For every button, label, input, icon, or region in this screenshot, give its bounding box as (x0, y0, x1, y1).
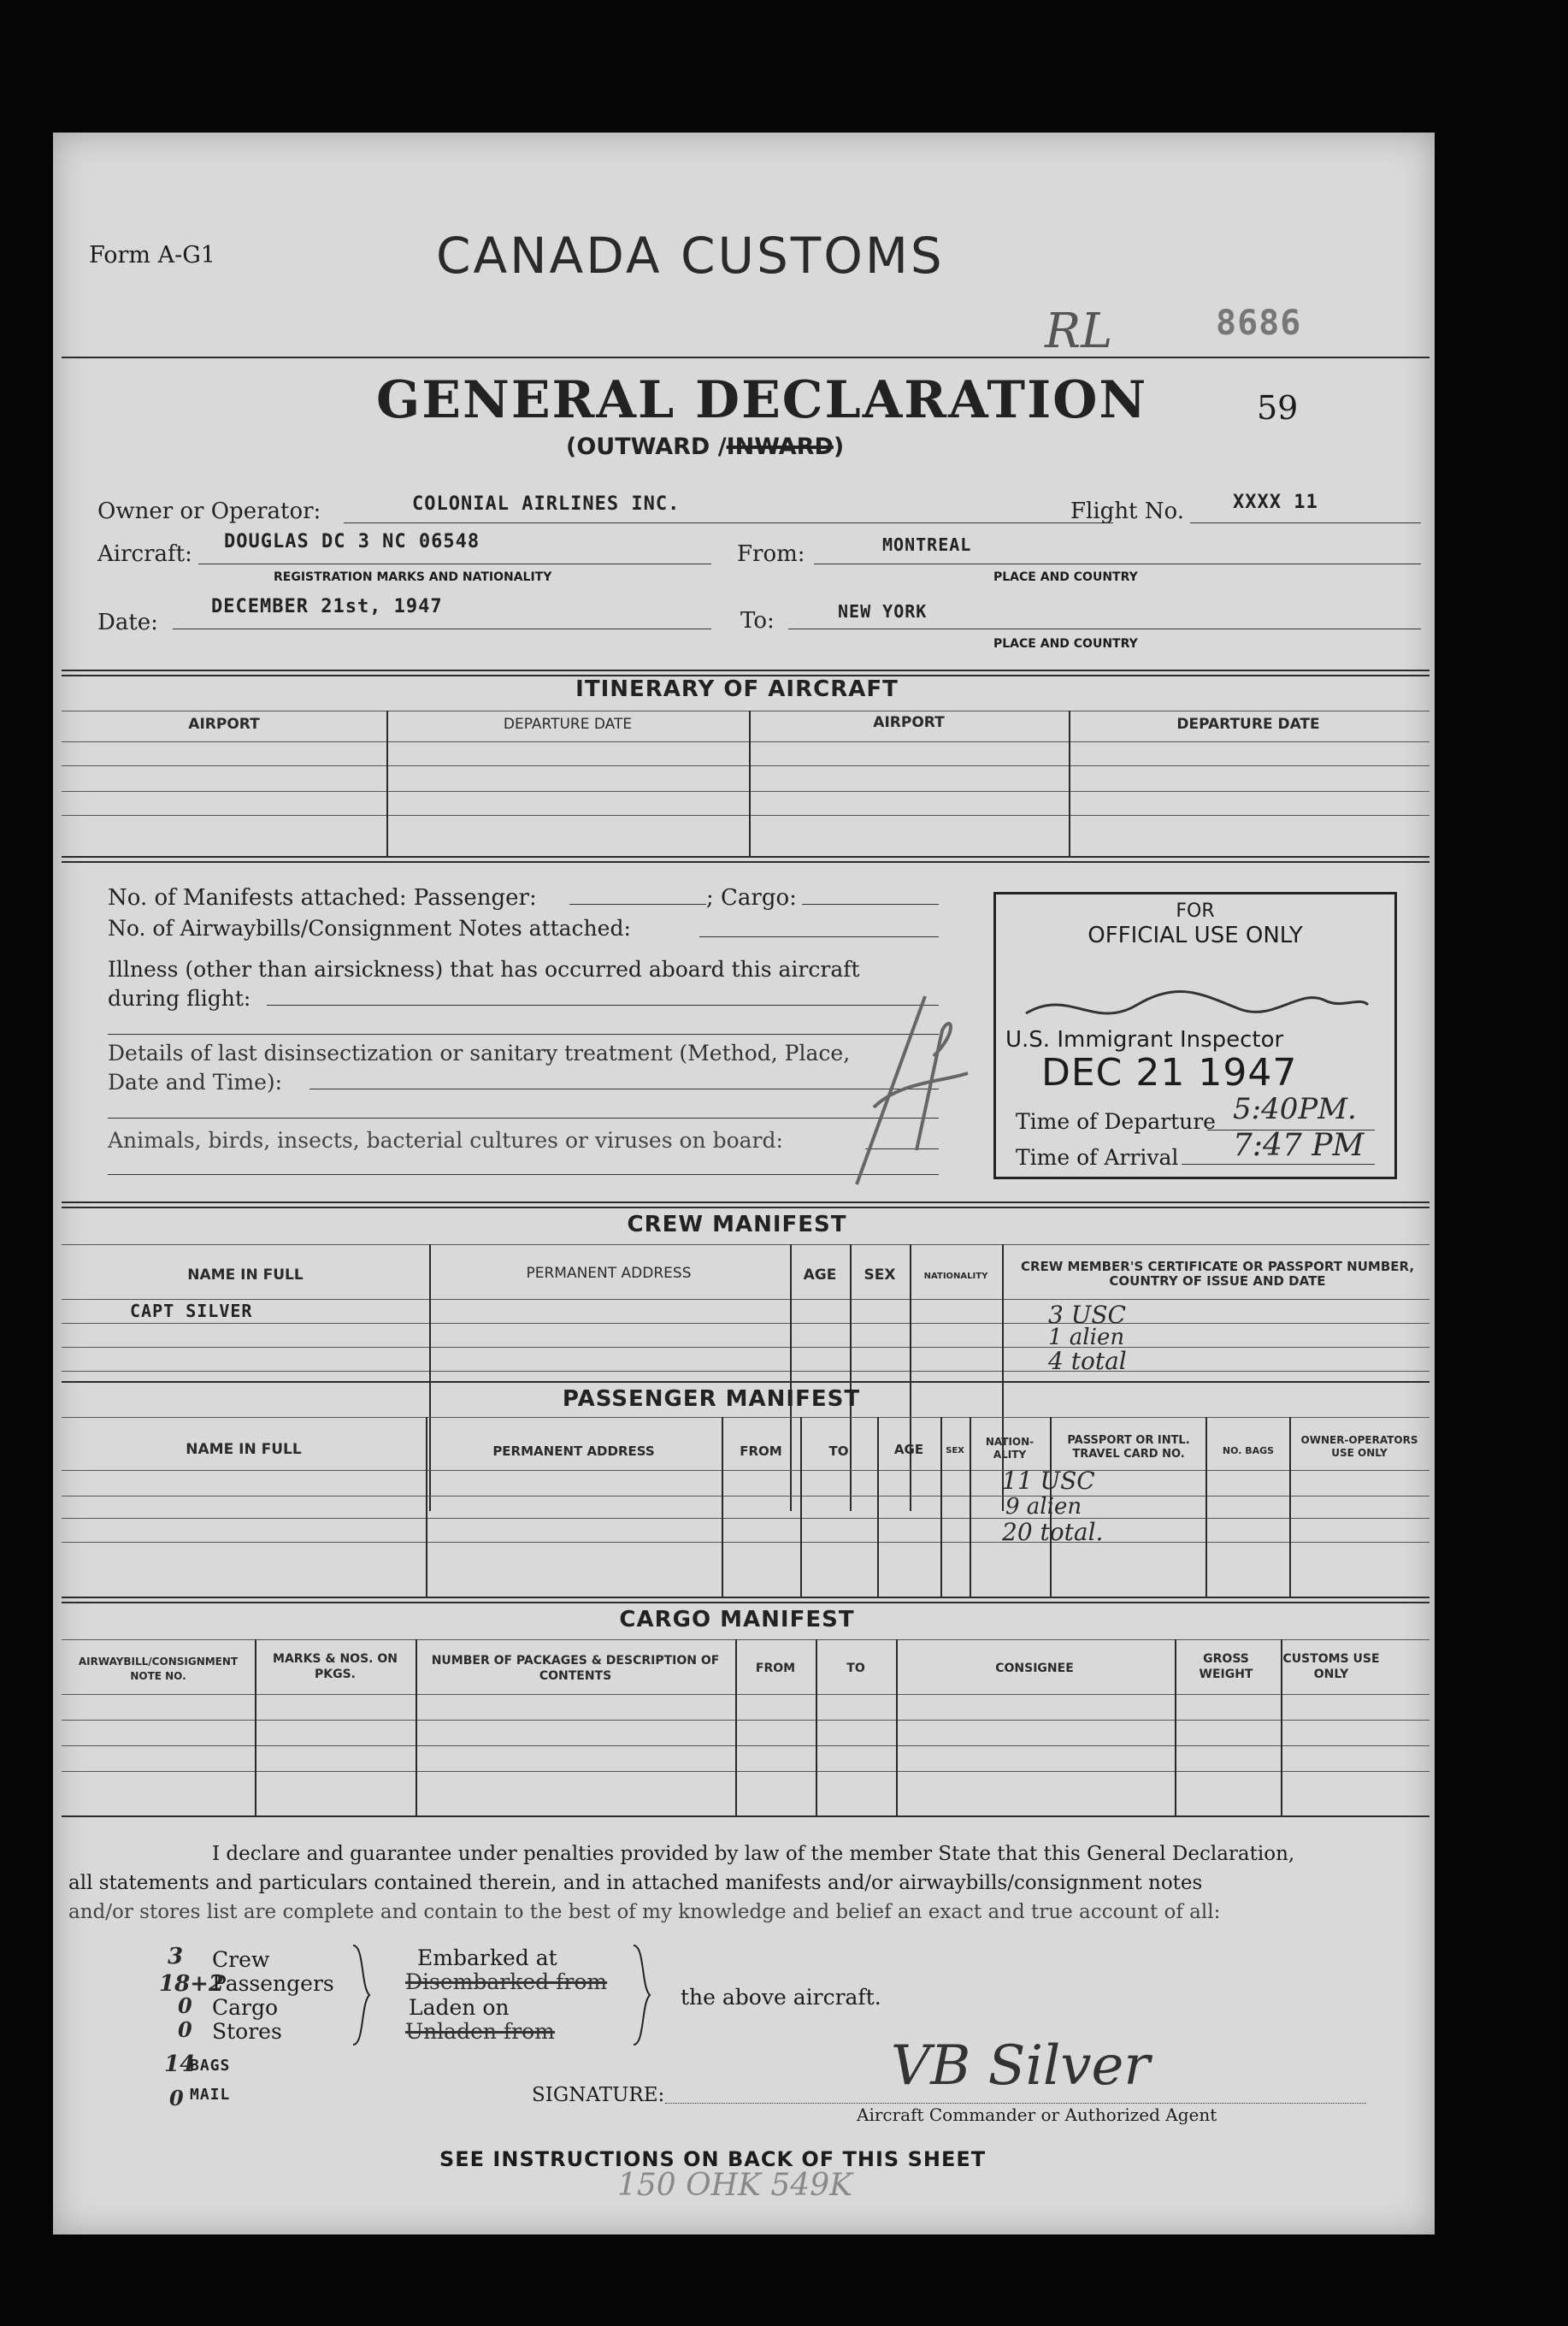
pass-col-passport: PASSPORT OR INTL. TRAVEL CARD NO. (1067, 1434, 1190, 1461)
crew-row-rule-1 (62, 1299, 1429, 1300)
cargo-top-rule-2 (62, 1602, 1429, 1603)
to-caption: PLACE AND COUNTRY (993, 637, 1138, 651)
crew-col-nationality: NATIONALITY (923, 1272, 988, 1281)
mail-label: MAIL (190, 2086, 231, 2104)
laden-label: Laden on (409, 1995, 510, 2020)
form-number: Form A-G1 (89, 242, 215, 269)
arrival-time-value: 7:47 PM (1233, 1128, 1365, 1163)
disinsect-line-2: Date and Time): (108, 1070, 283, 1095)
crew-count: 3 (168, 1944, 184, 1969)
direction-inward: INWARD (726, 434, 834, 460)
bottom-handwritten-note: 150 OHK 549K (617, 2168, 853, 2203)
passenger-count: 18+2 (159, 1971, 225, 1997)
declaration-line-1: I declare and guarantee under penalties provided by law of the member State that this General Declaration, (212, 1843, 1295, 1865)
passenger-title: PASSENGER MANIFEST (562, 1386, 861, 1412)
signature-value: VB Silver (891, 2034, 1150, 2098)
declaration-line-2: all statements and particulars contained therein, and in attached manifests and/or airwaybills/consignment notes (68, 1872, 1203, 1894)
itinerary-divider-2 (749, 711, 751, 856)
pass-col-owner: OWNER-OPERATORS USE ONLY (1300, 1434, 1418, 1459)
crew-col-certificate: CREW MEMBER'S CERTIFICATE OR PASSPORT NUMBER, COUNTRY OF ISSUE AND DATE (1020, 1259, 1415, 1289)
pass-col-from: FROM (740, 1443, 782, 1459)
cargo-col-airwaybill: AIRWAYBILL/CONSIGNMENT NOTE NO. (78, 1656, 239, 1682)
crew-col-name: NAME IN FULL (187, 1266, 304, 1284)
bags-label: BAGS (190, 2057, 231, 2075)
cargo-bottom-rule (62, 1815, 1429, 1817)
itinerary-col-departure-1: DEPARTURE DATE (503, 716, 633, 733)
cargo-head-rule (62, 1639, 1429, 1640)
passenger-top-rule (62, 1381, 1429, 1383)
itinerary-col-departure-2: DEPARTURE DATE (1176, 716, 1320, 733)
cargo-row-rule-4 (62, 1771, 1429, 1772)
to-value: NEW YORK (838, 601, 928, 622)
pass-row-rule-1 (62, 1470, 1429, 1471)
declaration-form (53, 133, 1435, 2234)
stores-count: 0 (178, 2017, 192, 2042)
crew-head-rule (62, 1244, 1429, 1245)
pass-divider-6 (970, 1417, 971, 1597)
cargo-row-rule-1 (62, 1694, 1429, 1695)
direction-outward: (OUTWARD / (566, 434, 727, 460)
pass-col-age: AGE (893, 1442, 924, 1457)
pass-col-sex: SEX (946, 1446, 964, 1455)
cargo-count: 0 (178, 1993, 192, 2018)
date-label: Date: (97, 610, 158, 635)
crew-col-age: AGE (803, 1266, 837, 1284)
animals-label: Animals, birds, insects, bacterial cultures or viruses on board: (108, 1128, 783, 1153)
mail-count: 0 (169, 2086, 184, 2111)
pass-note-1: 11 USC (1002, 1467, 1095, 1495)
crew-title: CREW MANIFEST (627, 1212, 847, 1237)
arrival-time-line (1182, 1164, 1375, 1165)
passenger-head-rule (62, 1417, 1429, 1418)
cargo-col-marks: MARKS & NOS. ON PKGS. (273, 1652, 398, 1681)
page-number: 59 (1257, 389, 1299, 427)
cargo-row-rule-3 (62, 1745, 1429, 1746)
itinerary-row-rule-2 (62, 765, 1429, 766)
pass-col-address: PERMANENT ADDRESS (492, 1443, 655, 1459)
signature-caption: Aircraft Commander or Authorized Agent (857, 2105, 1217, 2125)
crew-divider-4 (910, 1244, 911, 1511)
from-label: From: (737, 541, 805, 567)
illness-extra-line (108, 1034, 939, 1035)
pass-row-rule-3 (62, 1518, 1429, 1519)
itinerary-divider-1 (386, 711, 388, 856)
handwritten-initials: RL (1045, 304, 1113, 359)
cargo-col-gross: GROSS WEIGHT (1199, 1652, 1253, 1681)
itinerary-col-airport-2: AIRPORT (873, 714, 945, 731)
cargo-divider-2 (416, 1639, 417, 1815)
cargo-divider-5 (896, 1639, 898, 1815)
flight-line (1190, 522, 1421, 523)
owner-value: COLONIAL AIRLINES INC. (412, 493, 681, 515)
cargo-divider-6 (1175, 1639, 1176, 1815)
declaration-line-3: and/or stores list are complete and contain to the best of my knowledge and belief an exact and true account of all: (68, 1901, 1221, 1923)
disembarked-label: Disembarked from (405, 1969, 608, 1994)
form-title: CANADA CUSTOMS (436, 227, 945, 285)
crew-top-rule (62, 1201, 1429, 1203)
cargo-col-customs: CUSTOMS USE ONLY (1282, 1652, 1380, 1681)
passenger-count-label: Passengers (212, 1971, 334, 1996)
direction-label (566, 434, 844, 460)
illness-line-2: during flight: (108, 986, 251, 1011)
departure-time-value: 5:40PM. (1233, 1092, 1357, 1126)
crew-top-rule-2 (62, 1207, 1429, 1208)
itinerary-title: ITINERARY OF AIRCRAFT (575, 676, 899, 702)
pass-note-2: 9 alien (1005, 1494, 1082, 1520)
pass-divider-4 (877, 1417, 879, 1597)
cargo-top-rule (62, 1597, 1429, 1598)
disinsect-line-1: Details of last disinsectization or sanitary treatment (Method, Place, (108, 1041, 851, 1066)
cargo-col-consignee: CONSIGNEE (995, 1662, 1074, 1675)
cargo-count-label: Cargo (212, 1995, 279, 2020)
crew-row-rule-4 (62, 1371, 1429, 1372)
right-brace (629, 1944, 655, 2046)
signature-label: SIGNATURE: (532, 2084, 665, 2106)
stamp-date: DEC 21 1947 (1041, 1051, 1298, 1095)
pass-divider-7 (1050, 1417, 1052, 1597)
signature-line (665, 2103, 1366, 2104)
itinerary-col-airport-1: AIRPORT (188, 716, 260, 733)
declaration-title: GENERAL DECLARATION (376, 370, 1148, 430)
cargo-count-label: ; Cargo: (706, 885, 797, 911)
cargo-col-from: FROM (755, 1662, 796, 1675)
cargo-divider-3 (735, 1639, 737, 1815)
crew-row-name: CAPT SILVER (130, 1301, 253, 1321)
itinerary-bottom-rule (62, 856, 1429, 858)
animals-extra-line (108, 1174, 939, 1175)
above-aircraft-text: the above aircraft. (681, 1985, 881, 2010)
owner-line (344, 522, 1113, 523)
official-use-title: OFFICIAL USE ONLY (1088, 923, 1303, 948)
header-rule (62, 357, 1429, 358)
cargo-divider-1 (255, 1639, 256, 1815)
pencil-scribble (822, 979, 993, 1201)
pass-col-nationality: NATION-ALITY (985, 1436, 1035, 1461)
crew-divider-3 (850, 1244, 852, 1511)
itinerary-row-rule-3 (62, 791, 1429, 792)
itinerary-row-rule-4 (62, 815, 1429, 816)
crew-note-1: 3 USC (1048, 1301, 1126, 1329)
pass-col-to: TO (828, 1443, 849, 1459)
pass-divider-3 (800, 1417, 802, 1597)
disinsect-extra-line (108, 1118, 939, 1119)
from-caption: PLACE AND COUNTRY (993, 570, 1138, 584)
arrival-time-label: Time of Arrival (1016, 1145, 1179, 1170)
pass-col-name: NAME IN FULL (186, 1441, 302, 1458)
flight-value: XXXX 11 (1233, 492, 1318, 513)
crew-col-address: PERMANENT ADDRESS (526, 1265, 692, 1282)
departure-time-label: Time of Departure (1016, 1109, 1216, 1134)
aircraft-value: DOUGLAS DC 3 NC 06548 (224, 531, 480, 552)
inspector-stamp: U.S. Immigrant Inspector (1005, 1027, 1284, 1053)
aircraft-caption: REGISTRATION MARKS AND NATIONALITY (274, 570, 552, 584)
airwaybills-label: No. of Airwaybills/Consignment Notes attached: (108, 916, 631, 941)
stores-count-label: Stores (212, 2019, 282, 2044)
pass-divider-2 (722, 1417, 723, 1597)
itinerary-bottom-rule-2 (62, 861, 1429, 863)
crew-divider-1 (429, 1244, 431, 1511)
official-for-label: FOR (1176, 900, 1215, 922)
cargo-count-line (802, 904, 939, 905)
pass-row-rule-4 (62, 1542, 1429, 1543)
pass-col-bags: NO. BAGS (1222, 1445, 1275, 1456)
embarked-label: Embarked at (417, 1945, 557, 1970)
instructions-note: SEE INSTRUCTIONS ON BACK OF THIS SHEET (439, 2147, 987, 2171)
itinerary-divider-3 (1069, 711, 1070, 856)
illness-line-1: Illness (other than airsickness) that has occurred aboard this aircraft (108, 957, 860, 982)
airwaybills-line (699, 936, 939, 937)
pass-row-rule-2 (62, 1496, 1429, 1497)
owner-label: Owner or Operator: (97, 499, 321, 524)
pass-divider-5 (940, 1417, 942, 1597)
date-value: DECEMBER 21st, 1947 (211, 596, 443, 617)
cargo-divider-7 (1281, 1639, 1282, 1815)
cargo-row-rule-2 (62, 1720, 1429, 1721)
to-label: To: (740, 608, 775, 634)
cargo-col-to: TO (846, 1662, 865, 1675)
aircraft-label: Aircraft: (97, 541, 192, 567)
pass-divider-8 (1205, 1417, 1207, 1597)
pass-note-3: 20 total. (1002, 1518, 1104, 1546)
itinerary-top-rule (62, 670, 1429, 671)
from-value: MONTREAL (882, 534, 972, 555)
cargo-title: CARGO MANIFEST (619, 1607, 855, 1632)
crew-divider-2 (790, 1244, 792, 1511)
cargo-divider-4 (816, 1639, 817, 1815)
crew-col-sex: SEX (864, 1266, 896, 1284)
flight-label: Flight No. (1070, 499, 1184, 524)
direction-close: ) (833, 434, 845, 460)
manifests-label: No. of Manifests attached: Passenger: (108, 885, 537, 911)
crew-row-rule-2 (62, 1323, 1429, 1324)
itinerary-row-rule-1 (62, 741, 1429, 742)
passenger-count-line (569, 904, 706, 905)
left-brace (349, 1944, 374, 2046)
pass-divider-9 (1289, 1417, 1291, 1597)
crew-note-2: 1 alien (1048, 1325, 1125, 1350)
crew-note-3: 4 total (1048, 1347, 1127, 1375)
pass-divider-1 (426, 1417, 427, 1597)
crew-count-label: Crew (212, 1947, 270, 1972)
crew-row-rule-3 (62, 1347, 1429, 1348)
file-number: 8686 (1216, 304, 1302, 343)
cargo-col-packages: NUMBER OF PACKAGES & DESCRIPTION OF CONTENTS (431, 1654, 720, 1683)
unladen-label: Unladen from (405, 2019, 555, 2044)
bags-count: 14 (164, 2051, 196, 2077)
